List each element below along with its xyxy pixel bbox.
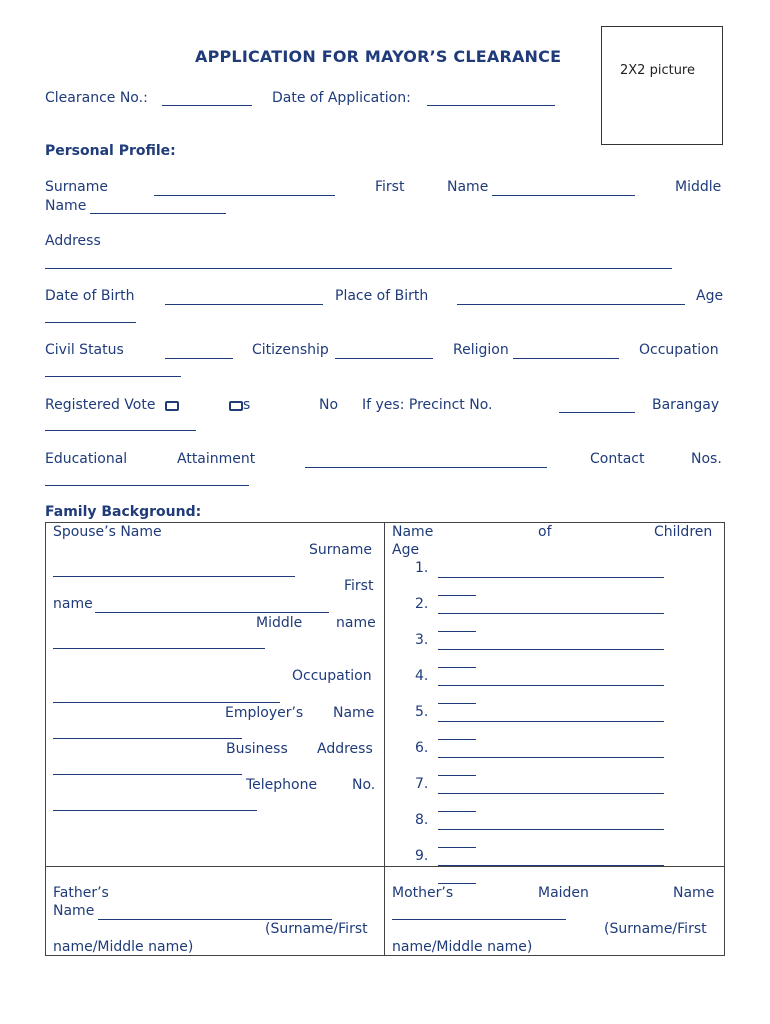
child-name-field-7[interactable] (438, 793, 664, 794)
family-background-table (45, 522, 725, 956)
child-name-field-9[interactable] (438, 865, 664, 866)
contact-nos-label: Nos. (691, 451, 722, 467)
civil-status-field[interactable] (165, 358, 233, 359)
photo-placeholder-box[interactable] (601, 26, 723, 145)
age-field[interactable] (45, 322, 136, 323)
mothers-name-format: (Surname/First (604, 921, 707, 937)
business-address-label: Address (317, 741, 373, 757)
spouse-surname-field[interactable] (53, 576, 295, 577)
attainment-label: Attainment (177, 451, 256, 467)
fathers-name-field[interactable] (98, 919, 332, 920)
form-title: APPLICATION FOR MAYOR’S CLEARANCE (195, 47, 562, 66)
fathers-label: Father’s (53, 885, 109, 901)
telephone-label: Telephone (246, 777, 318, 793)
religion-field[interactable] (513, 358, 619, 359)
child-age-field-2[interactable] (438, 631, 476, 632)
barangay-field[interactable] (45, 430, 196, 431)
employer-name-label: Name (333, 705, 375, 721)
mothers-maiden-name-field[interactable] (392, 919, 566, 920)
spouse-occupation-field[interactable] (53, 702, 280, 703)
fathers-name-format-cont: name/Middle name) (53, 939, 194, 955)
precinct-no-field[interactable] (559, 412, 635, 413)
occupation-field[interactable] (45, 376, 181, 377)
child-name-field-3[interactable] (438, 649, 664, 650)
business-label: Business (226, 741, 288, 757)
child-name-field-4[interactable] (438, 685, 664, 686)
spouse-middle-name-label: name (336, 615, 376, 631)
child-age-field-4[interactable] (438, 703, 476, 704)
children-age-label: Age (392, 542, 420, 558)
children-label: Children (654, 524, 713, 540)
child-name-field-2[interactable] (438, 613, 664, 614)
barangay-label: Barangay (652, 397, 720, 413)
spouse-occupation-label: Occupation (292, 668, 372, 684)
surname-field[interactable] (154, 195, 335, 196)
clearance-no-field[interactable] (162, 105, 252, 106)
citizenship-label: Citizenship (252, 342, 329, 358)
civil-status-label: Civil Status (45, 342, 124, 358)
no-label: No (319, 397, 339, 413)
spouse-surname-label: Surname (309, 542, 372, 558)
age-label: Age (696, 288, 724, 304)
mothers-label: Mother’s (392, 885, 454, 901)
child-number-9: 9. (415, 848, 429, 864)
yes-label: s (243, 397, 251, 413)
child-number-3: 3. (415, 632, 429, 648)
child-number-5: 5. (415, 704, 429, 720)
occupation-label: Occupation (639, 342, 719, 358)
surname-label: Surname (45, 179, 108, 195)
clearance-no-label: Clearance No.: (45, 90, 148, 106)
place-of-birth-field[interactable] (457, 304, 685, 305)
place-of-birth-label: Place of Birth (335, 288, 429, 304)
fathers-name-label: Name (53, 903, 95, 919)
middle-label: Middle (675, 179, 722, 195)
middle-name-field[interactable] (90, 213, 226, 214)
spouse-name-label: Spouse’s Name (53, 524, 162, 540)
date-of-application-field[interactable] (427, 105, 555, 106)
child-name-field-6[interactable] (438, 757, 664, 758)
child-age-field-8[interactable] (438, 847, 476, 848)
child-number-8: 8. (415, 812, 429, 828)
precinct-no-label: If yes: Precinct No. (362, 397, 493, 413)
employer-label: Employer’s (225, 705, 304, 721)
child-age-field-7[interactable] (438, 811, 476, 812)
spouse-first-label: First (344, 578, 374, 594)
children-of-label: of (538, 524, 552, 540)
child-name-field-5[interactable] (438, 721, 664, 722)
mothers-maiden-label: Maiden (538, 885, 589, 901)
citizenship-field[interactable] (335, 358, 433, 359)
contact-label: Contact (590, 451, 645, 467)
business-address-field[interactable] (53, 774, 242, 775)
date-of-birth-label: Date of Birth (45, 288, 135, 304)
child-number-1: 1. (415, 560, 429, 576)
spouse-middle-name-field[interactable] (53, 648, 265, 649)
personal-profile-heading: Personal Profile: (45, 143, 176, 159)
child-name-field-8[interactable] (438, 829, 664, 830)
employer-name-field[interactable] (53, 738, 242, 739)
mothers-name-label: Name (673, 885, 715, 901)
date-of-application-label: Date of Application: (272, 90, 411, 106)
voter-no-checkbox[interactable] (229, 401, 243, 411)
children-name-label: Name (392, 524, 434, 540)
telephone-no-label: No. (352, 777, 376, 793)
child-number-2: 2. (415, 596, 429, 612)
photo-label: 2X2 picture (620, 63, 695, 78)
child-age-field-5[interactable] (438, 739, 476, 740)
child-age-field-1[interactable] (438, 595, 476, 596)
table-divider-vertical (384, 523, 385, 955)
spouse-first-name-label: name (53, 596, 93, 612)
contact-nos-field[interactable] (45, 485, 249, 486)
child-age-field-9[interactable] (438, 883, 476, 884)
child-number-4: 4. (415, 668, 429, 684)
educational-label: Educational (45, 451, 128, 467)
child-number-7: 7. (415, 776, 429, 792)
table-divider-horizontal (46, 866, 724, 867)
address-field[interactable] (45, 268, 672, 269)
child-age-field-6[interactable] (438, 775, 476, 776)
first-name-field[interactable] (492, 195, 635, 196)
first-label: First (375, 179, 405, 195)
educational-attainment-field[interactable] (305, 467, 547, 468)
child-age-field-3[interactable] (438, 667, 476, 668)
date-of-birth-field[interactable] (165, 304, 323, 305)
religion-label: Religion (453, 342, 509, 358)
child-name-field-1[interactable] (438, 577, 664, 578)
fathers-name-format: (Surname/First (265, 921, 368, 937)
address-label: Address (45, 233, 101, 249)
family-background-heading: Family Background: (45, 504, 202, 520)
first-name-label: Name (447, 179, 489, 195)
spouse-first-name-field[interactable] (95, 612, 329, 613)
spouse-middle-label: Middle (256, 615, 303, 631)
mothers-name-format-cont: name/Middle name) (392, 939, 533, 955)
voter-yes-checkbox[interactable] (165, 401, 179, 411)
registered-voter-label: Registered Vote (45, 397, 156, 413)
child-number-6: 6. (415, 740, 429, 756)
telephone-no-field[interactable] (53, 810, 257, 811)
middle-name-label: Name (45, 198, 87, 214)
